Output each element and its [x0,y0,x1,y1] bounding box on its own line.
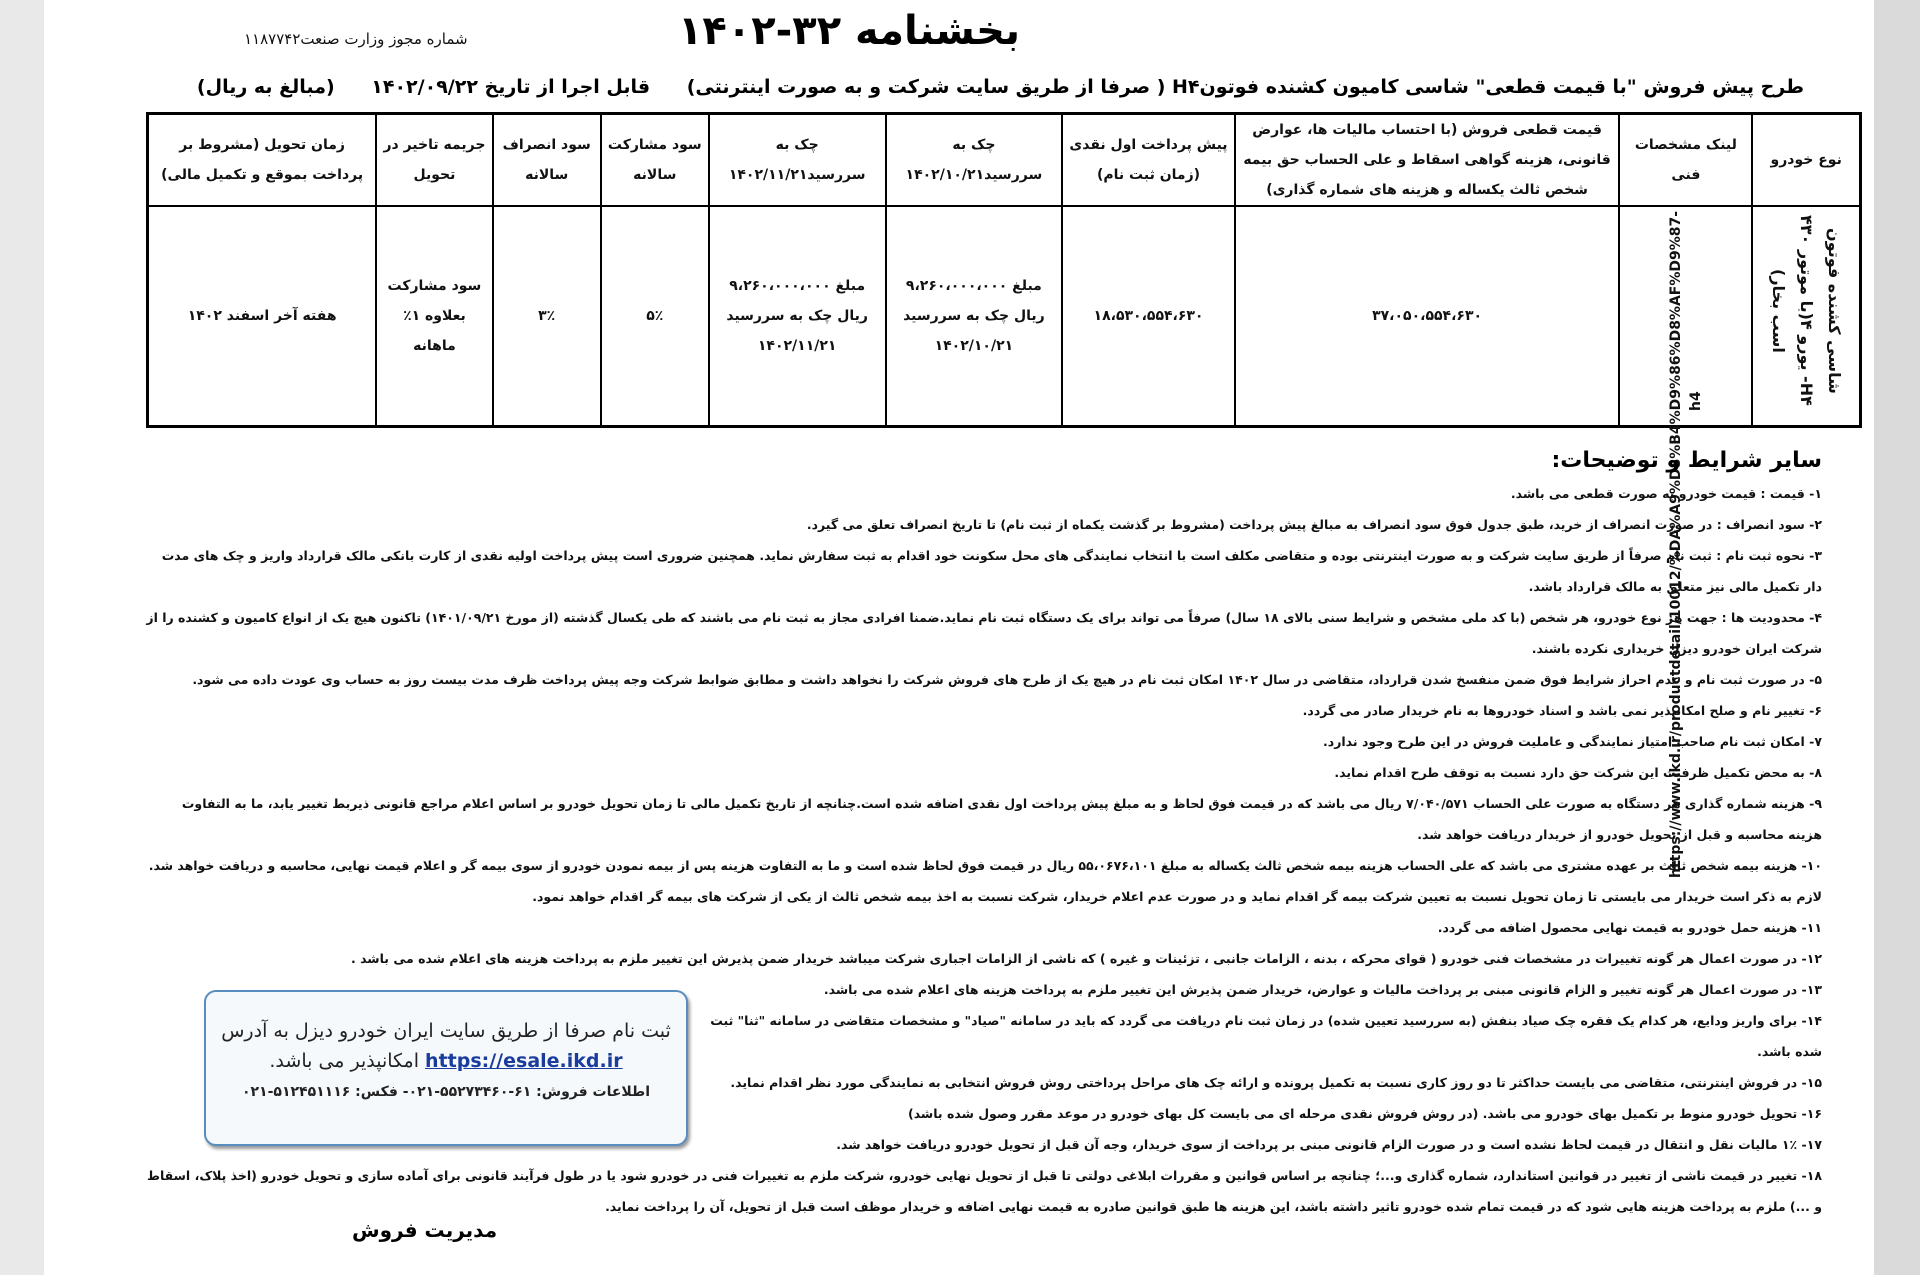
header-check1: چک به سررسید۱۴۰۲/۱۰/۲۱ [886,114,1063,207]
header-check2: چک به سررسید۱۴۰۲/۱۱/۲۱ [709,114,886,207]
list-item: ۱۲- در صورت اعمال هر گونه تغییرات در مشخصات فنی خودرو ( قوای محرکه ، بدنه ، الزامات جانبی ، تزئینات و غیره ) که ناشی از الزامات اجباری شرکت میباشد خریدار ضمن پذیرش این تغییر ملزم به پرداخت هزینه های اعلام شده می باشد . [350,951,1822,966]
header-penalty: جریمه تاخیر در تحویل [376,114,492,207]
list-item: ۱۳- در صورت اعمال هر گونه تغییر و الزام قانونی مبنی بر پرداخت مالیات و عوارض، خریدار ضمن پذیرش این تغییر ملزم به پرداخت هزینه های اعلام شده می باشد. [823,982,1822,997]
header-price: قیمت قطعی فروش (با احتساب مالیات ها، عوارض قانونی، هزینه گواهی اسقاط و علی الحساب حق بیمه شخص ثالث یکساله و هزینه های شماره گذاری) [1235,114,1620,207]
list-item: ۱۶- تحویل خودرو منوط بر تکمیل بهای خودرو می باشد. (در روش فروش نقدی مرحله ای می بایست کل بهای خودرو در موعد مقرر وصول شده باشد) [908,1106,1822,1121]
registration-text: ثبت نام صرفا از طریق سایت ایران خودرو دیزل به آدرس [221,1020,671,1042]
header-cancel: سود انصراف سالانه [493,114,601,207]
conditions-title: سایر شرایط و توضیحات: [1551,448,1822,473]
list-item: ۹- هزینه شماره گذاری هر دستگاه به صورت علی الحساب ۷/۰۴۰/۵۷۱ ریال می باشد که در قیمت فوق لحاظ و به مبلغ پیش پرداخت اول نقدی اضافه شده است.چنانچه از تاریخ تکمیل مالی تا زمان تحویل خودرو بر اساس اعلام مراجع قانونی ذیربط تغییر یابد، ما به التفاوت هزینه محاسبه و قبل از تحویل خودرو از خریدار دریافت خواهد شد. [181,796,1822,842]
list-item: ۱۱- هزینه حمل خودرو به قیمت نهایی محصول اضافه می گردد. [1437,920,1822,935]
plan-subtitle [196,76,1804,98]
list-item: ۱- قیمت : قیمت خودرو به صورت قطعی می باشد. [1510,486,1822,501]
cell-delivery: هفته آخر اسفند ۱۴۰۲ [148,206,377,427]
page-edge-shadow [1874,0,1920,1275]
cell-cancel: ۳٪ [493,206,601,427]
header-partnership: سود مشارکت سالانه [601,114,709,207]
list-item: ۱۷- ۱٪ مالیات نقل و انتقال در قیمت لحاظ نشده است و در صورت الزام قانونی مبنی بر پرداخت از سوی خریدار، وجه آن قبل از تحویل خودرو دریافت خواهد شد. [836,1137,1822,1152]
table-header-row [148,114,1861,207]
list-item: ۲- سود انصراف : در صورت انصراف از خرید، طبق جدول فوق سود انصراف به مبالغ پیش پرداخت (مشروط بر گذشت یکماه از ثبت نام) تا تاریخ انصراف تعلق می گیرد. [806,517,1822,532]
plan-description: طرح پیش فروش "با قیمت قطعی" شاسی کامیون کشنده فوتونH۴ ( صرفا از طریق سایت شرکت و به صورت اینترنتی) [686,76,1804,98]
list-item: ۵- در صورت ثبت نام و عدم احراز شرایط فوق ضمن منفسخ شدن قرارداد، متقاضی در سال ۱۴۰۲ امکان ثبت نام در هیچ یک از طرح های فروش شرکت را نخواهد داشت و مطابق ضوابط شرکت وجه پیش پرداخت ظرف مدت بیست روز به حساب وی عودت داده می شود. [192,672,1822,687]
registration-suffix: امکانپذیر می باشد. [269,1050,419,1072]
list-item: ۳- نحوه ثبت نام : ثبت نام صرفاً از طریق سایت شرکت و به صورت اینترنتی بوده و متقاضی مکلف است با انتخاب نمایندگی های محل سکونت خود اقدام به ثبت سفارش نماید. همچنین ضروری است پیش پرداخت اولیه نقدی از کارت بانکی مالک قرارداد واریز و چک های مدت دار تکمیل مالی نیز متعلق به مالک قرارداد باشد. [161,548,1822,594]
effective-date: قابل اجرا از تاریخ ۱۴۰۲/۰۹/۲۲ [371,76,651,98]
header-vehicle: نوع خودرو [1752,114,1860,207]
cell-link[interactable] [1619,206,1752,878]
spec-link[interactable]: https://www.ikd.ir/productdetail/10012/%DA%A9%D8%B4%D9%86%D8%AF%D9%87-h4 [1667,210,1704,878]
header-link: لینک مشخصات فنی [1619,114,1752,207]
registration-box [204,990,688,1146]
vehicle-name: شاسی کشنده فوتون H۴- یورو ۴(با موتور ۴۳۰ اسب بخار) [1769,215,1845,406]
document-page [44,0,1874,1275]
registration-url-line [206,1050,686,1072]
header-prepay: پیش پرداخت اول نقدی (زمان ثبت نام) [1062,114,1235,207]
circular-title: بخشنامه ۳۲-۱۴۰۲ [678,8,1020,54]
list-item: ۸- به محض تکمیل ظرفیت این شرکت حق دارد نسبت به توقف طرح اقدام نماید. [1334,765,1822,780]
list-item: ۷- امکان ثبت نام صاحب امتیاز نمایندگی و عاملیت فروش در این طرح وجود ندارد. [1323,734,1822,749]
list-item: ۱۴- برای واریز ودایع، هر کدام یک فقره چک صیاد بنفش (به سررسید تعیین شده) در زمان ثبت نام دریافت می گردد که باید در سامانه "صیاد" و مشخصات متقاضی در سامانه "ثنا" ثبت شده باشد. [710,1013,1822,1059]
cell-vehicle [1752,206,1860,427]
table-row [148,206,1861,427]
cell-check2: مبلغ ۹،۲۶۰،۰۰۰،۰۰۰ ریال چک به سررسید ۱۴۰۲/۱۱/۲۱ [709,206,886,427]
cell-price: ۳۷،۰۵۰،۵۵۴،۶۳۰ [1235,206,1620,427]
esale-link[interactable]: https://esale.ikd.ir [425,1050,623,1072]
list-item: ۱۵- در فروش اینترنتی، متقاضی می بایست حداکثر تا دو روز کاری نسبت به تکمیل پرونده و ارائه چک های مراحل پرداختی روش فروش انتخابی به نمایندگی مورد نظر اقدام نماید. [730,1075,1822,1090]
cell-penalty: سود مشارکت بعلاوه ۱٪ ماهانه [376,206,492,427]
license-number: شماره مجوز وزارت صنعت۱۱۸۷۷۴۲ [244,30,468,48]
cell-check1: مبلغ ۹،۲۶۰،۰۰۰،۰۰۰ ریال چک به سررسید ۱۴۰۲/۱۰/۲۱ [886,206,1063,427]
cell-partnership: ۵٪ [601,206,709,427]
signature: مدیریت فروش [352,1218,498,1242]
list-item: ۶- تغییر نام و صلح امکانپذیر نمی باشد و اسناد خودروها به نام خریدار صادر می گردد. [1302,703,1822,718]
list-item: ۱۸- تغییر در قیمت ناشی از تغییر در قوانین استاندارد، شماره گذاری و...؛ چنانچه بر اساس قوانین و مقررات ابلاغی دولتی تا قبل از تحویل نهایی خودرو، شرکت ملزم به تغییرات فنی در خودرو شود یا در طول فرآیند قانونی برای آماده سازی و تحویل خودرو (اخذ پلاک، اسقاط و ...) ملزم به پرداخت هزینه هایی شود که در قیمت تمام شده خودرو تاثیر داشته باشد، این هزینه ها طبق قوانین صادره به قیمت نهایی اضافه و خریدار موظف است قبل از تحویل، آن را پرداخت نماید. [146,1168,1822,1214]
list-item: ۴- محدودیت ها : جهت هر نوع خودرو، هر شخص (با کد ملی مشخص و شرایط سنی بالای ۱۸ سال) صرفاً می تواند برای یک دستگاه ثبت نام نماید.ضمنا افرادی مجاز به ثبت نام می باشند که طی یکسال گذشته (از مورخ ۱۴۰۱/۰۹/۲۱) تاکنون هیچ یک از انواع کامیون و کشنده را از شرکت ایران خودرو دیزل خریداری نکرده باشند. [146,610,1822,656]
header-delivery: زمان تحویل (مشروط بر پرداخت بموقع و تکمیل مالی) [148,114,377,207]
list-item: ۱۰- هزینه بیمه شخص ثالث بر عهده مشتری می باشد که علی الحساب هزینه بیمه شخص ثالث یکساله به مبلغ ۵۵،۰۶۷۶،۱۰۱ ریال در قیمت فوق لحاظ شده است و ما به التفاوت هزینه پس از بیمه نمودن خودرو از سوی بیمه گر و اعلام قیمت نهایی، محاسبه و دریافت خواهد شد. لازم به ذکر است خریدار می بایستی تا زمان تحویل نسبت به تعیین شرکت بیمه گر اقدام نماید و در صورت عدم اعلام خریدار، شرکت نسبت به اخذ بیمه شخص ثالث از یکی از شرکت های بیمه گر اقدام خواهد نمود. [148,858,1822,904]
cell-prepay: ۱۸،۵۳۰،۵۵۴،۶۳۰ [1062,206,1235,427]
sales-contact: اطلاعات فروش: ۶۱-۵۵۲۷۳۴۶۰-۰۲۱- فکس: ۵۱۲۴۵۱۱۱۶-۰۲۱ [241,1084,651,1100]
currency-unit: (مبالغ به ریال) [196,76,335,98]
